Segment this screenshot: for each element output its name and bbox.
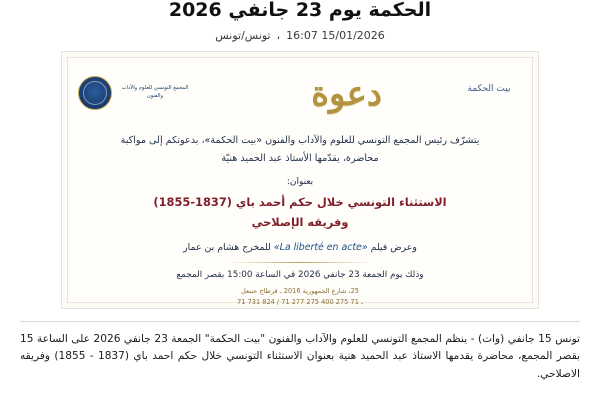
meta-separator: ،	[276, 28, 281, 42]
invitation-word: دعوة	[311, 73, 382, 114]
event-poster-image	[61, 51, 539, 309]
event-datetime-line: وذلك يوم الجمعة 23 جانفي 2026 في الساعة 15:00 بقصر المجمع	[176, 270, 424, 281]
address-line: 25، شارع الجمهورية 2016 ـ قرطاج حنبعل	[241, 287, 359, 296]
article-caption: تونس 15 جانفي (وات) - ينظم المجمع التونسي للعلوم والآداب والفنون "بيت الحكمة" الجمعة 23 جانفي 2026 على الساعة 15 بقصر المجمع، محاضرة يقدمها الاستاذ عبد الحميد هنية بعنوان الاستثناء التونسي خلال حكم احمد باي (1837 - 1855) وفريقه الاصلاحي.	[20, 321, 580, 383]
film-director: للمخرج هشام بن عمار	[183, 242, 271, 254]
film-screening-line	[68, 242, 532, 253]
ornament-divider	[225, 262, 375, 263]
beit-al-hikma-calligraphy: بيت الحكمة	[467, 83, 511, 94]
lecture-title	[68, 193, 532, 233]
academy-seal-icon	[78, 76, 112, 110]
poster-body	[68, 132, 532, 309]
meta-datetime: 15/01/2026 16:07	[286, 28, 385, 42]
poster-frame	[67, 57, 533, 307]
emblem-text: المجمع التونسي للعلوم والآداب والفنون	[121, 85, 189, 99]
meta-location: تونس/تونس	[215, 28, 271, 42]
film-title: «La liberté en acte»	[273, 242, 368, 254]
poster-intro-text: يتشرّف رئيس المجمع التونسي للعلوم والآداب والفنون «بيت الحكمة»، بدعوتكم إلى مواكبة محاضرة، يقدّمها الأستاذ عبد الحميد هنيّة	[120, 134, 480, 165]
venue-address	[68, 286, 532, 308]
address-phone: 71 731 824 / 71 277 275 ـ 71 275 400	[237, 298, 363, 307]
page-title: الحكمة يوم 23 جانفي 2026	[168, 0, 432, 21]
film-line-prefix: وعرض فيلم	[370, 242, 417, 254]
academy-emblem	[78, 66, 204, 120]
lecture-title-line1: الاستثناء التونسي خلال حكم أحمد باي (1837-1855)	[153, 195, 447, 210]
poster-title-label: بعنوان:	[286, 177, 314, 188]
article-meta	[0, 29, 600, 42]
lecture-title-line2: وفريقه الإصلاحي	[251, 215, 349, 230]
